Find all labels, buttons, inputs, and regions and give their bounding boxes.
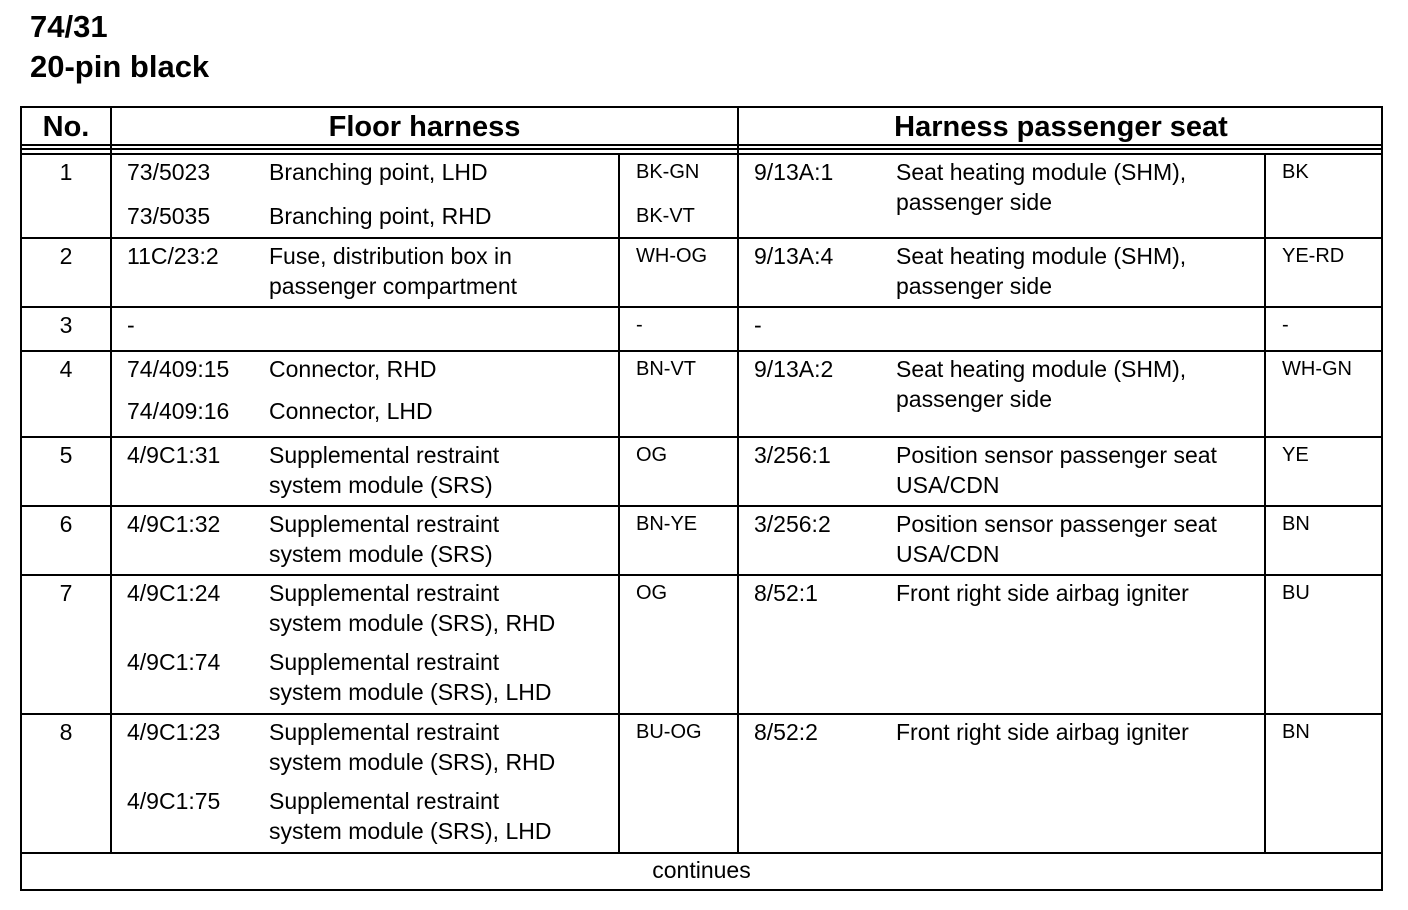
seat-wire-color: YE <box>1282 444 1309 466</box>
floor-ref: 4/9C1:74 <box>127 649 221 675</box>
floor-description: Fuse, distribution box in <box>269 243 512 269</box>
floor-description: system module (SRS) <box>269 472 493 498</box>
row-rule <box>22 148 1381 150</box>
floor-wire-color: OG <box>636 582 668 604</box>
floor-ref: - <box>127 312 135 338</box>
floor-description: Supplemental restraint <box>269 788 500 814</box>
row-rule <box>22 574 1381 576</box>
floor-description: passenger compartment <box>269 273 518 299</box>
pin-number: 3 <box>59 312 73 338</box>
floor-wire-color: BK-GN <box>636 161 700 183</box>
column-rule <box>110 108 112 852</box>
floor-wire-color: WH-OG <box>636 245 708 267</box>
pin-number: 2 <box>59 243 73 269</box>
floor-description: Supplemental restraint <box>269 580 500 606</box>
seat-ref: 9/13A:2 <box>754 356 834 382</box>
seat-ref: 8/52:1 <box>754 580 818 606</box>
floor-description: system module (SRS), LHD <box>269 679 552 705</box>
pin-number: 7 <box>59 580 73 606</box>
row-rule <box>22 505 1381 507</box>
seat-wire-color: BK <box>1282 161 1309 183</box>
floor-description: system module (SRS) <box>269 541 493 567</box>
seat-wire-color: YE-RD <box>1282 245 1345 267</box>
floor-ref: 4/9C1:31 <box>127 442 221 468</box>
pin-number: 8 <box>59 719 73 745</box>
seat-description: passenger side <box>896 386 1052 412</box>
header-no: No. <box>42 111 90 143</box>
floor-description: Connector, LHD <box>269 398 433 424</box>
seat-description: Seat heating module (SHM), <box>896 243 1187 269</box>
connector-description: 20-pin black <box>30 49 210 84</box>
floor-description: system module (SRS), LHD <box>269 818 552 844</box>
seat-description: Front right side airbag igniter <box>896 719 1189 745</box>
pin-number: 5 <box>59 442 73 468</box>
seat-ref: - <box>754 312 762 338</box>
floor-wire-color: BK-VT <box>636 205 695 227</box>
seat-description: passenger side <box>896 273 1052 299</box>
floor-ref: 73/5035 <box>127 203 211 229</box>
floor-description: Supplemental restraint <box>269 719 500 745</box>
connector-id: 74/31 <box>30 9 108 44</box>
seat-wire-color: BN <box>1282 721 1310 743</box>
column-rule <box>737 108 739 852</box>
seat-ref: 9/13A:4 <box>754 243 834 269</box>
header-harness-passenger-seat: Harness passenger seat <box>894 111 1228 143</box>
row-rule <box>22 436 1381 438</box>
seat-description: Front right side airbag igniter <box>896 580 1189 606</box>
floor-ref: 74/409:15 <box>127 356 230 382</box>
seat-description: USA/CDN <box>896 541 1000 567</box>
pin-number: 4 <box>59 356 73 382</box>
seat-ref: 8/52:2 <box>754 719 818 745</box>
floor-description: Supplemental restraint <box>269 442 500 468</box>
row-rule <box>22 350 1381 352</box>
header-rule-upper <box>22 144 1381 146</box>
seat-wire-color: WH-GN <box>1282 358 1352 380</box>
floor-ref: 11C/23:2 <box>127 243 219 269</box>
floor-description: Branching point, LHD <box>269 159 488 185</box>
floor-ref: 73/5023 <box>127 159 211 185</box>
floor-wire-color: BN-VT <box>636 358 696 380</box>
header-floor-harness: Floor harness <box>328 111 521 143</box>
floor-description: Supplemental restraint <box>269 649 500 675</box>
pinout-table <box>20 106 1383 891</box>
floor-wire-color: - <box>636 314 643 336</box>
seat-description: USA/CDN <box>896 472 1000 498</box>
seat-description: Seat heating module (SHM), <box>896 356 1187 382</box>
floor-ref: 74/409:16 <box>127 398 230 424</box>
pin-number: 6 <box>59 511 73 537</box>
seat-description: Position sensor passenger seat <box>896 511 1217 537</box>
column-rule <box>1264 153 1266 852</box>
floor-ref: 4/9C1:23 <box>127 719 221 745</box>
floor-description: Supplemental restraint <box>269 511 500 537</box>
seat-ref: 3/256:1 <box>754 442 831 468</box>
floor-description: Connector, RHD <box>269 356 437 382</box>
row-rule <box>22 237 1381 239</box>
floor-wire-color: BN-YE <box>636 513 698 535</box>
seat-ref: 9/13A:1 <box>754 159 834 185</box>
floor-description: Branching point, RHD <box>269 203 492 229</box>
floor-wire-color: OG <box>636 444 668 466</box>
row-rule <box>22 713 1381 715</box>
floor-wire-color: BU-OG <box>636 721 702 743</box>
floor-description: system module (SRS), RHD <box>269 749 556 775</box>
floor-ref: 4/9C1:75 <box>127 788 221 814</box>
floor-ref: 4/9C1:24 <box>127 580 221 606</box>
continues-note: continues <box>652 857 751 883</box>
row-rule <box>22 153 1381 155</box>
row-rule <box>22 852 1381 854</box>
seat-description: passenger side <box>896 189 1052 215</box>
floor-ref: 4/9C1:32 <box>127 511 221 537</box>
row-rule <box>22 306 1381 308</box>
pin-number: 1 <box>59 159 73 185</box>
seat-description: Position sensor passenger seat <box>896 442 1217 468</box>
column-rule <box>618 153 620 852</box>
seat-wire-color: BN <box>1282 513 1310 535</box>
floor-description: system module (SRS), RHD <box>269 610 556 636</box>
seat-ref: 3/256:2 <box>754 511 831 537</box>
seat-wire-color: BU <box>1282 582 1310 604</box>
seat-wire-color: - <box>1282 314 1289 336</box>
seat-description: Seat heating module (SHM), <box>896 159 1187 185</box>
